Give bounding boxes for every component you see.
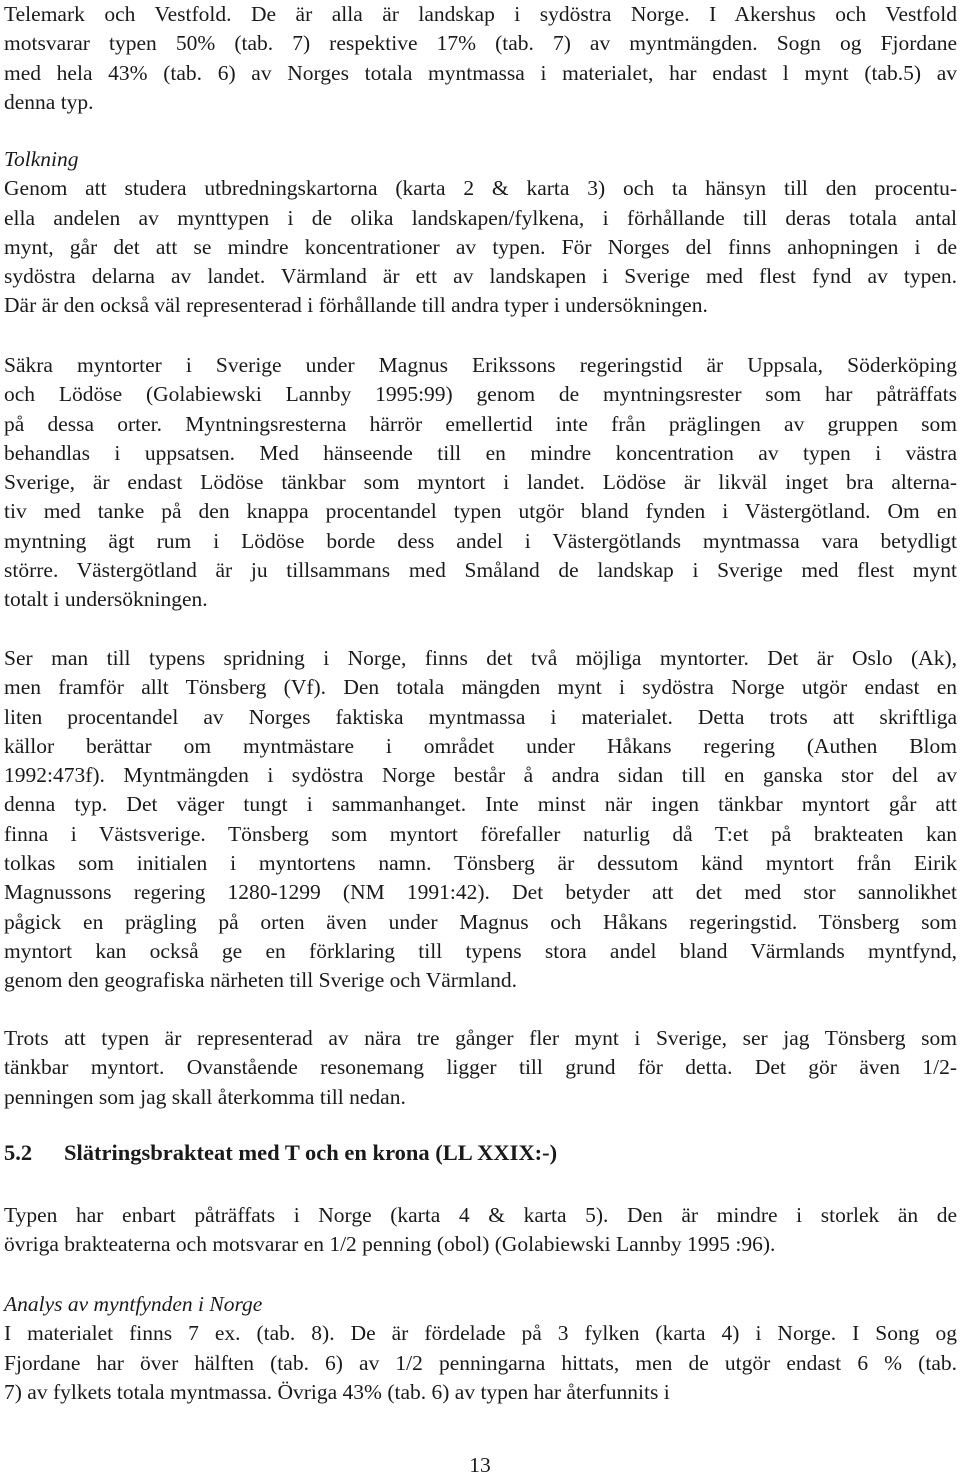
- section-title: Slätringsbrakteat med T och en krona (LL XXIX:-): [64, 1140, 558, 1165]
- text-line: pågick en prägling på orten även under Magnus och Håkans regeringstid. Tönsberg som: [4, 909, 957, 934]
- intro-paragraph: [4, 0, 957, 117]
- text-line: motsvarar typen 50% (tab. 7) respektive 17% (tab. 7) av myntmängden. Sogn og Fjordane: [4, 31, 957, 56]
- text-line: I materialet finns 7 ex. (tab. 8). De är fördelade på 3 fylken (karta 4) i Norge. I Song og: [4, 1321, 957, 1346]
- text-line: denna typ.: [4, 89, 94, 114]
- text-line: 1992:473f). Myntmängden i sydöstra Norge består å andra sidan till en ganska stor del av: [4, 763, 957, 788]
- analys-section: [4, 1290, 957, 1407]
- text-line: behandlas i uppsatsen. Med hänseende till en mindre koncentration av typen i västra: [4, 440, 957, 465]
- paragraph-typen: [4, 1201, 957, 1260]
- text-line: Telemark och Vestfold. De är alla är landskap i sydöstra Norge. I Akershus och Vestfold: [4, 2, 957, 26]
- text-line: mynt, går det att se mindre koncentrationer av typen. För Norges del finns anhopningen i de: [4, 234, 957, 259]
- text-line: penningen som jag skall återkomma till nedan.: [4, 1084, 406, 1109]
- text-line: övriga brakteaterna och motsvarar en 1/2 penning (obol) (Golabiewski Lannby 1995 :96).: [4, 1232, 776, 1257]
- section-number: 5.2: [4, 1140, 33, 1165]
- text-line: Ser man till typens spridning i Norge, finns det två möjliga myntorter. Det är Oslo (Ak),: [4, 646, 957, 670]
- text-line: 7) av fylkets totala myntmassa. Övriga 43% (tab. 6) av typen har återfunnits i: [4, 1379, 670, 1404]
- text-line: tolkas som initialen i myntortens namn. Tönsberg är dessutom känd myntort från Eirik: [4, 851, 957, 876]
- text-line: Sverige, är endast Lödöse tänkbar som myntort i landet. Lödöse är likväl inget bra alterna-: [4, 470, 957, 495]
- paragraph-trots: [4, 1024, 957, 1112]
- text-line: myntort kan också ge en förklaring till typens stora andel bland Värmlands myntfynd,: [4, 938, 957, 963]
- paragraph-sakra-myntorter: [4, 351, 957, 615]
- tolkning-section: [4, 145, 957, 321]
- text-line: totalt i undersökningen.: [4, 587, 208, 612]
- section-heading: [4, 1138, 557, 1168]
- page-number: 13: [469, 1453, 491, 1477]
- text-line: myntning ägt rum i Lödöse borde dess andel i Västergötlands myntmassa vara betydligt: [4, 528, 957, 553]
- text-line: Fjordane har över hälften (tab. 6) av 1/2 penningarna hittats, men de utgör endast 6 % (tab.: [4, 1350, 957, 1375]
- text-line: sydöstra delarna av landet. Värmland är ett av landskapen i Sverige med flest fynd av typen.: [4, 264, 957, 289]
- text-line: Trots att typen är representerad av nära tre gånger fler mynt i Sverige, ser jag Tönsberg som: [4, 1026, 957, 1050]
- text-line: Säkra myntorter i Sverige under Magnus Erikssons regeringstid är Uppsala, Söderköping: [4, 353, 957, 377]
- text-line: Typen har enbart påträffats i Norge (karta 4 & karta 5). Den är mindre i storlek än de: [4, 1203, 957, 1227]
- subheading-analys: Analys av myntfynden i Norge: [4, 1292, 263, 1316]
- text-line: tiv med tanke på den knappa procentandel typen utgör bland fynden i Västergötland. Om en: [4, 499, 957, 524]
- text-line: men framför allt Tönsberg (Vf). Den totala mängden mynt i sydöstra Norge utgör endast en: [4, 675, 957, 700]
- paragraph-typens-spridning: [4, 644, 957, 996]
- text-line: finna i Västsverige. Tönsberg som myntort förefaller naturlig då T:et på brakteaten kan: [4, 821, 957, 846]
- text-line: denna typ. Det väger tungt i sammanhanget. Inte minst när ingen tänkbar myntort går att: [4, 792, 957, 817]
- text-line: källor berättar om myntmästare i området under Håkans regering (Authen Blom: [4, 733, 957, 758]
- text-line: och Lödöse (Golabiewski Lannby 1995:99) genom de myntningsrester som har påträffats: [4, 382, 957, 407]
- text-line: tänkbar myntort. Ovanstående resonemang ligger till grund för detta. Det gör även 1/2-: [4, 1055, 957, 1080]
- text-line: på dessa orter. Myntningsresterna härrör emellertid inte från präglingen av gruppen som: [4, 411, 957, 436]
- text-line: ella andelen av mynttypen i de olika landskapen/fylkena, i förhållande till deras totala antal: [4, 205, 957, 230]
- text-line: större. Västergötland är ju tillsammans med Småland de landskap i Sverige med flest mynt: [4, 558, 957, 583]
- text-line: med hela 43% (tab. 6) av Norges totala myntmassa i materialet, har endast l mynt (tab.5) av: [4, 60, 957, 85]
- text-line: Där är den också väl representerad i förhållande till andra typer i undersökningen.: [4, 293, 708, 318]
- text-line: Genom att studera utbredningskartorna (karta 2 & karta 3) och ta hänsyn till den procentu-: [4, 176, 957, 201]
- text-line: Magnussons regering 1280-1299 (NM 1991:42). Det betyder att det med stor sannolikhet: [4, 880, 957, 905]
- text-line: genom den geografiska närheten till Sverige och Värmland.: [4, 968, 518, 993]
- text-line: liten procentandel av Norges faktiska myntmassa i materialet. Detta trots att skriftliga: [4, 704, 957, 729]
- subheading-tolkning: Tolkning: [4, 147, 79, 171]
